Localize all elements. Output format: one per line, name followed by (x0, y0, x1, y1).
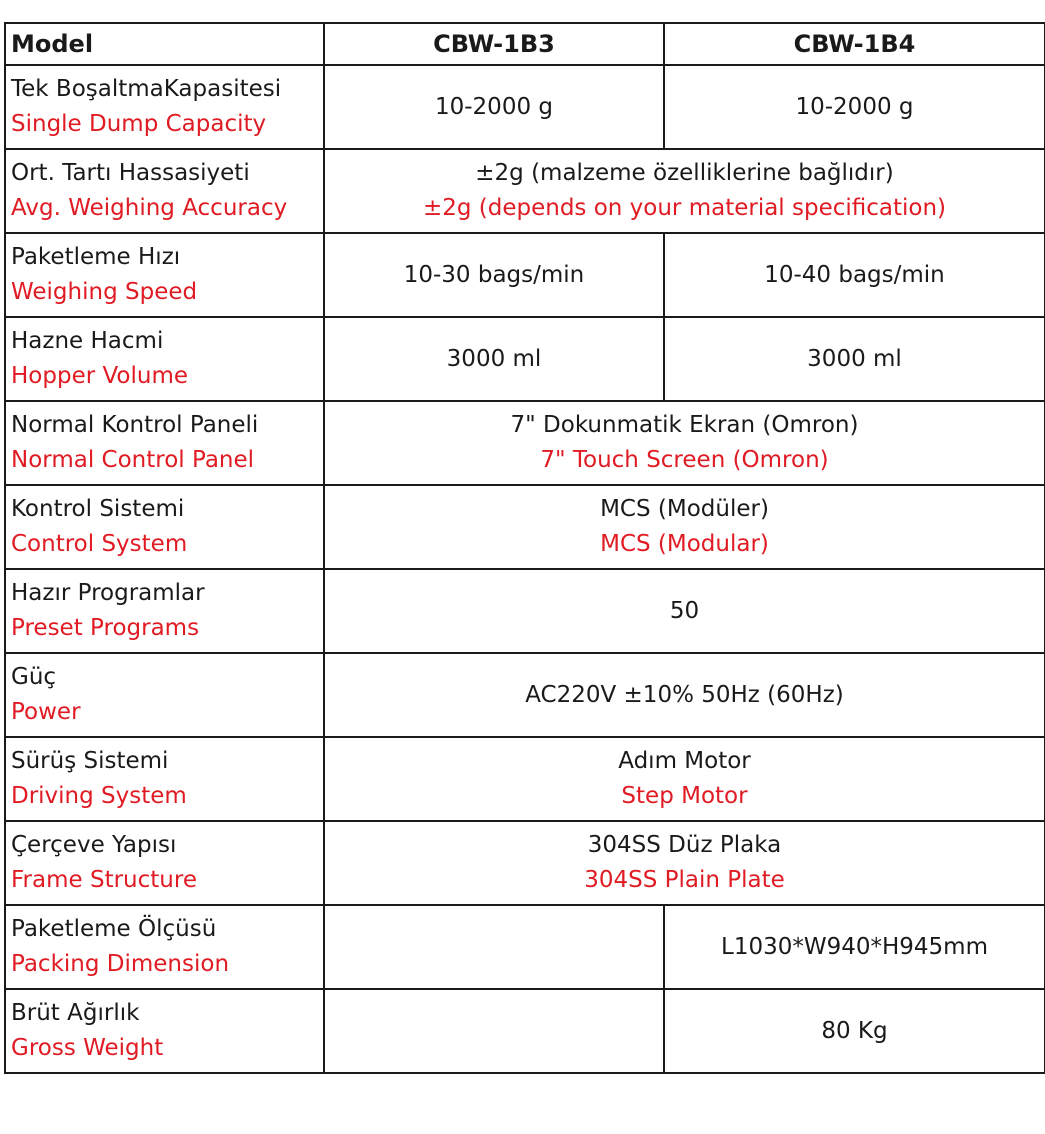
label-english: Frame Structure (11, 867, 197, 893)
label-turkish: Hazır Programlar (11, 580, 205, 606)
value-merged (324, 737, 1045, 821)
value-english: Step Motor (621, 783, 748, 809)
label-turkish: Ort. Tartı Hassasiyeti (11, 160, 250, 186)
spec-row-gross-weight (5, 989, 1045, 1073)
row-label (5, 149, 324, 233)
row-label (5, 485, 324, 569)
spec-row-frame-structure (5, 821, 1045, 905)
row-label (5, 569, 324, 653)
value-model-b: L1030*W940*H945mm (664, 905, 1045, 989)
header-model-a: CBW-1B3 (324, 23, 664, 65)
spec-row-power (5, 653, 1045, 737)
row-label (5, 989, 324, 1073)
label-english: Gross Weight (11, 1035, 164, 1061)
label-english: Hopper Volume (11, 363, 189, 389)
label-english: Power (11, 699, 81, 725)
label-english: Preset Programs (11, 615, 200, 641)
header-label: Model (5, 23, 324, 65)
value-merged (324, 401, 1045, 485)
label-english: Avg. Weighing Accuracy (11, 195, 288, 221)
label-english: Packing Dimension (11, 951, 230, 977)
spec-row-packing-dimension (5, 905, 1045, 989)
value-merged (324, 149, 1045, 233)
value-model-b: 3000 ml (664, 317, 1045, 401)
row-label (5, 653, 324, 737)
value-model-a: 10-30 bags/min (324, 233, 664, 317)
spec-row-driving-system (5, 737, 1045, 821)
row-label (5, 65, 324, 149)
value-merged (324, 821, 1045, 905)
label-english: Weighing Speed (11, 279, 198, 305)
value-english: ±2g (depends on your material specification) (422, 195, 947, 221)
row-label (5, 905, 324, 989)
label-turkish: Paketleme Hızı (11, 244, 181, 270)
value-turkish: 304SS Düz Plaka (587, 832, 782, 858)
label-turkish: Çerçeve Yapısı (11, 832, 177, 858)
row-label (5, 737, 324, 821)
value-merged (324, 485, 1045, 569)
label-turkish: Hazne Hacmi (11, 328, 164, 354)
value-model-b: 10-2000 g (664, 65, 1045, 149)
label-turkish: Tek BoşaltmaKapasitesi (11, 76, 282, 102)
value-english: 304SS Plain Plate (584, 867, 785, 893)
spec-row-hopper-volume (5, 317, 1045, 401)
value-turkish: Adım Motor (618, 748, 751, 774)
value-model-a: 3000 ml (324, 317, 664, 401)
label-turkish: Paketleme Ölçüsü (11, 916, 217, 942)
value-turkish: MCS (Modüler) (600, 496, 769, 522)
spec-row-weighing-accuracy (5, 149, 1045, 233)
value-merged: 50 (324, 569, 1045, 653)
label-english: Normal Control Panel (11, 447, 255, 473)
label-english: Single Dump Capacity (11, 111, 267, 137)
value-model-a: 10-2000 g (324, 65, 664, 149)
header-model-b: CBW-1B4 (664, 23, 1045, 65)
value-turkish: ±2g (malzeme özelliklerine bağlıdır) (475, 160, 894, 186)
value-model-a (324, 989, 664, 1073)
value-model-b: 10-40 bags/min (664, 233, 1045, 317)
label-turkish: Brüt Ağırlık (11, 1000, 140, 1026)
header-row (5, 23, 1045, 65)
value-english: 7" Touch Screen (Omron) (540, 447, 829, 473)
spec-table (4, 22, 1045, 1074)
value-model-a (324, 905, 664, 989)
spec-row-preset-programs (5, 569, 1045, 653)
spec-row-single-dump-capacity (5, 65, 1045, 149)
value-model-b: 80 Kg (664, 989, 1045, 1073)
spec-row-weighing-speed (5, 233, 1045, 317)
label-turkish: Kontrol Sistemi (11, 496, 185, 522)
row-label (5, 401, 324, 485)
row-label (5, 233, 324, 317)
label-english: Driving System (11, 783, 187, 809)
spec-row-control-system (5, 485, 1045, 569)
label-turkish: Normal Kontrol Paneli (11, 412, 259, 438)
row-label (5, 821, 324, 905)
label-turkish: Güç (11, 664, 57, 690)
value-merged: AC220V ±10% 50Hz (60Hz) (324, 653, 1045, 737)
spec-row-control-panel (5, 401, 1045, 485)
label-turkish: Sürüş Sistemi (11, 748, 169, 774)
value-english: MCS (Modular) (600, 531, 769, 557)
label-english: Control System (11, 531, 188, 557)
value-turkish: 7" Dokunmatik Ekran (Omron) (510, 412, 859, 438)
row-label (5, 317, 324, 401)
